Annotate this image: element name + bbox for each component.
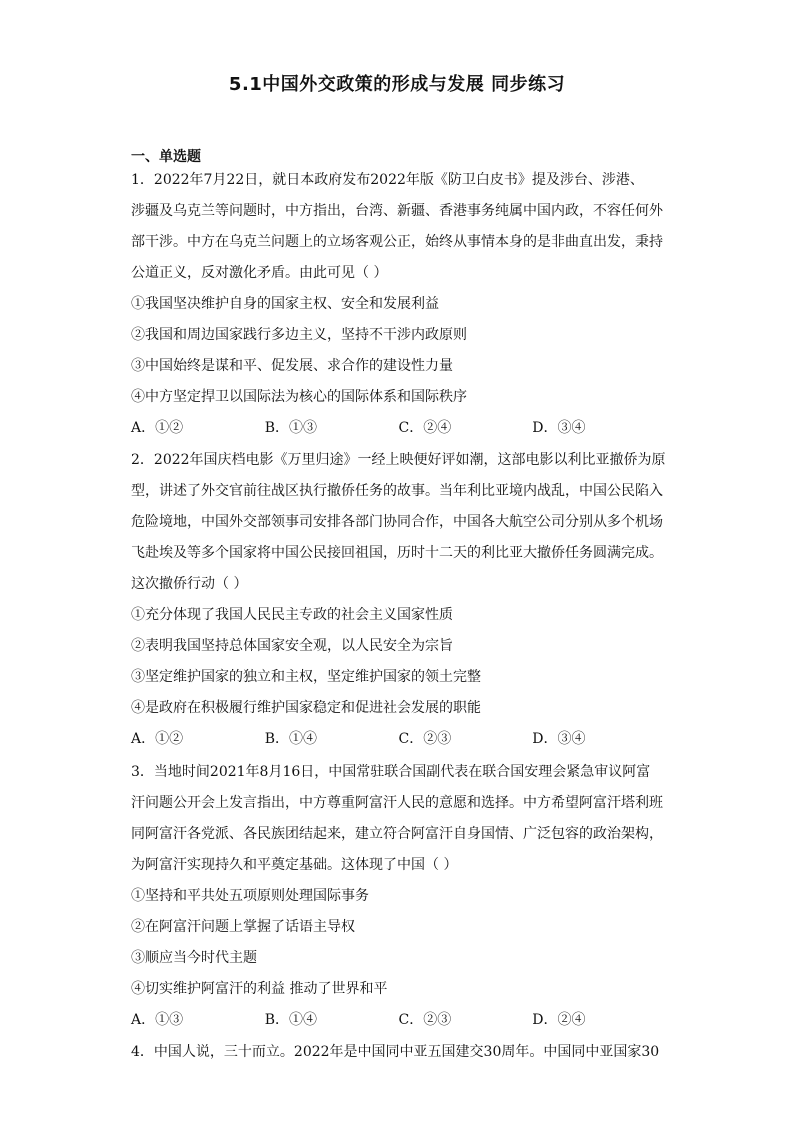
option-c[interactable]: C．②③ — [398, 1012, 452, 1028]
option-c[interactable]: C．②③ — [398, 731, 452, 747]
question-stem-line: 同阿富汗各党派、各民族团结起来，建立符合阿富汗自身国情、广泛包容的政治架构， — [131, 826, 663, 842]
statement-item: ③中国始终是谋和平、促发展、求合作的建设性力量 — [131, 358, 453, 374]
statement-item: ①我国坚决维护自身的国家主权、安全和发展利益 — [131, 296, 439, 312]
question-stem-line: 4．中国人说，三十而立。2022年是中国同中亚五国建交30周年。中国同中亚国家30 — [131, 1044, 660, 1060]
option-a[interactable]: A．①② — [131, 731, 184, 747]
option-a[interactable]: A．①② — [131, 420, 184, 436]
question-3 — [131, 757, 666, 1036]
option-c[interactable]: C．②④ — [398, 420, 452, 436]
option-b[interactable]: B．①④ — [264, 731, 318, 747]
statement-item: ①坚持和平共处五项原则处理国际事务 — [131, 888, 369, 904]
answer-options — [131, 724, 666, 755]
question-stem-line: 型，讲述了外交官前往战区执行撤侨任务的故事。当年利比亚境内战乱，中国公民陷入 — [131, 483, 663, 499]
question-stem-line: 部干涉。中方在乌克兰问题上的立场客观公正，始终从事情本身的是非曲直出发，秉持 — [131, 234, 663, 250]
statement-item: ②我国和周边国家践行多边主义，坚持不干涉内政原则 — [131, 327, 467, 343]
question-stem-line: 飞赴埃及等多个国家将中国公民接回祖国，历时十二天的利比亚大撤侨任务圆满完成。 — [131, 545, 663, 561]
statement-item: ②表明我国坚持总体国家安全观，以人民安全为宗旨 — [131, 638, 453, 654]
document-title: 5.1中国外交政策的形成与发展 同步练习 — [228, 74, 566, 95]
question-stem-line: 2．2022年国庆档电影《万里归途》一经上映便好评如潮，这部电影以利比亚撤侨为原 — [131, 452, 666, 468]
statement-item: ④中方坚定捍卫以国际法为核心的国际体系和国际秩序 — [131, 389, 467, 405]
option-d[interactable]: D．③④ — [532, 420, 586, 436]
question-stem-line: 这次撤侨行动（ ） — [131, 576, 248, 592]
statement-item: ④切实维护阿富汗的利益 推动了世界和平 — [131, 981, 388, 997]
question-stem-line: 涉疆及乌克兰等问题时，中方指出，台湾、新疆、香港事务纯属中国内政，不容任何外 — [131, 203, 663, 219]
question-stem-line: 3．当地时间2021年8月16日，中国常驻联合国副代表在联合国安理会紧急审议阿富 — [131, 764, 651, 780]
question-stem-line: 危险境地，中国外交部领事司安排各部门协同合作，中国各大航空公司分别从多个机场 — [131, 514, 663, 530]
option-a[interactable]: A．①③ — [131, 1012, 184, 1028]
statement-item: ④是政府在积极履行维护国家稳定和促进社会发展的职能 — [131, 700, 481, 716]
option-b[interactable]: B．①③ — [264, 420, 318, 436]
question-4 — [131, 1037, 666, 1068]
question-1 — [131, 165, 666, 444]
question-stem-line: 公道正义，反对激化矛盾。由此可见（ ） — [131, 265, 388, 281]
question-stem-line: 1．2022年7月22日，就日本政府发布2022年版《防卫白皮书》提及涉台、涉港、 — [131, 172, 644, 188]
section-heading: 一、单选题 — [131, 149, 201, 165]
statement-item: ①充分体现了我国人民民主专政的社会主义国家性质 — [131, 607, 453, 623]
question-stem-line: 为阿富汗实现持久和平奠定基础。这体现了中国（ ） — [131, 857, 458, 873]
answer-options — [131, 413, 666, 444]
option-d[interactable]: D．③④ — [532, 731, 586, 747]
option-d[interactable]: D．②④ — [532, 1012, 586, 1028]
question-stem-line: 汗问题公开会上发言指出，中方尊重阿富汗人民的意愿和选择。中方希望阿富汗塔利班 — [131, 795, 663, 811]
statement-item: ③坚定维护国家的独立和主权，坚定维护国家的领土完整 — [131, 669, 481, 685]
statement-item: ③顺应当今时代主题 — [131, 950, 257, 966]
option-b[interactable]: B．①④ — [264, 1012, 318, 1028]
question-2 — [131, 445, 666, 755]
statement-item: ②在阿富汗问题上掌握了话语主导权 — [131, 919, 355, 935]
answer-options — [131, 1005, 666, 1036]
